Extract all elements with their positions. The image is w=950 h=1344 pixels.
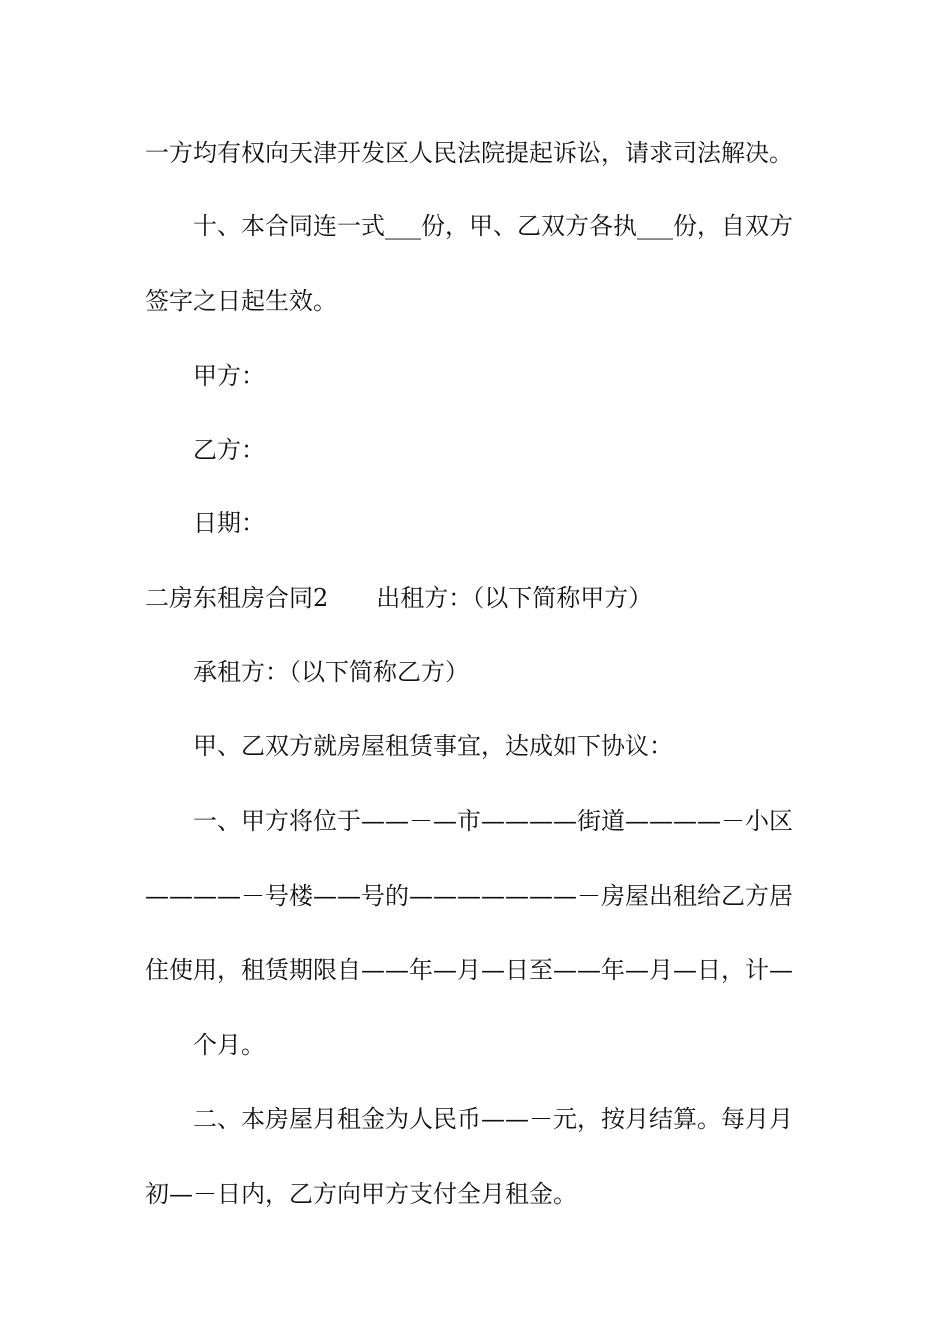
lessee-line: 承租方：（以下简称乙方）: [193, 658, 469, 686]
clause-1-line-3: 住使用，租赁期限自——年—月—日至——年—月—日，计—: [145, 956, 793, 984]
clause-10-line-2: 签字之日起生效。: [145, 287, 337, 315]
party-b-signature-label: 乙方：: [193, 436, 265, 464]
date-label: 日期：: [193, 509, 265, 537]
contract-title-line: 二房东租房合同2 出租方：（以下简称甲方）: [145, 584, 653, 612]
clause-1-line-1: 一、甲方将位于——－—市————街道————－小区: [193, 807, 793, 835]
clause-1-line-4: 个月。: [193, 1031, 265, 1059]
party-a-signature-label: 甲方：: [193, 362, 265, 390]
agreement-intro-line: 甲、乙双方就房屋租赁事宜，达成如下协议：: [193, 732, 673, 760]
clause-2-line-2: 初—－日内，乙方向甲方支付全月租金。: [145, 1180, 577, 1208]
clause-2-line-1: 二、本房屋月租金为人民币——－元，按月结算。每月月: [193, 1105, 793, 1133]
text-line-1: 一方均有权向天津开发区人民法院提起诉讼，请求司法解决。: [145, 139, 793, 167]
clause-1-line-2: ————－号楼——号的———————－房屋出租给乙方居: [145, 882, 793, 910]
clause-10-line-1: 十、本合同连一式___份，甲、乙双方各执___份，自双方: [193, 212, 793, 240]
